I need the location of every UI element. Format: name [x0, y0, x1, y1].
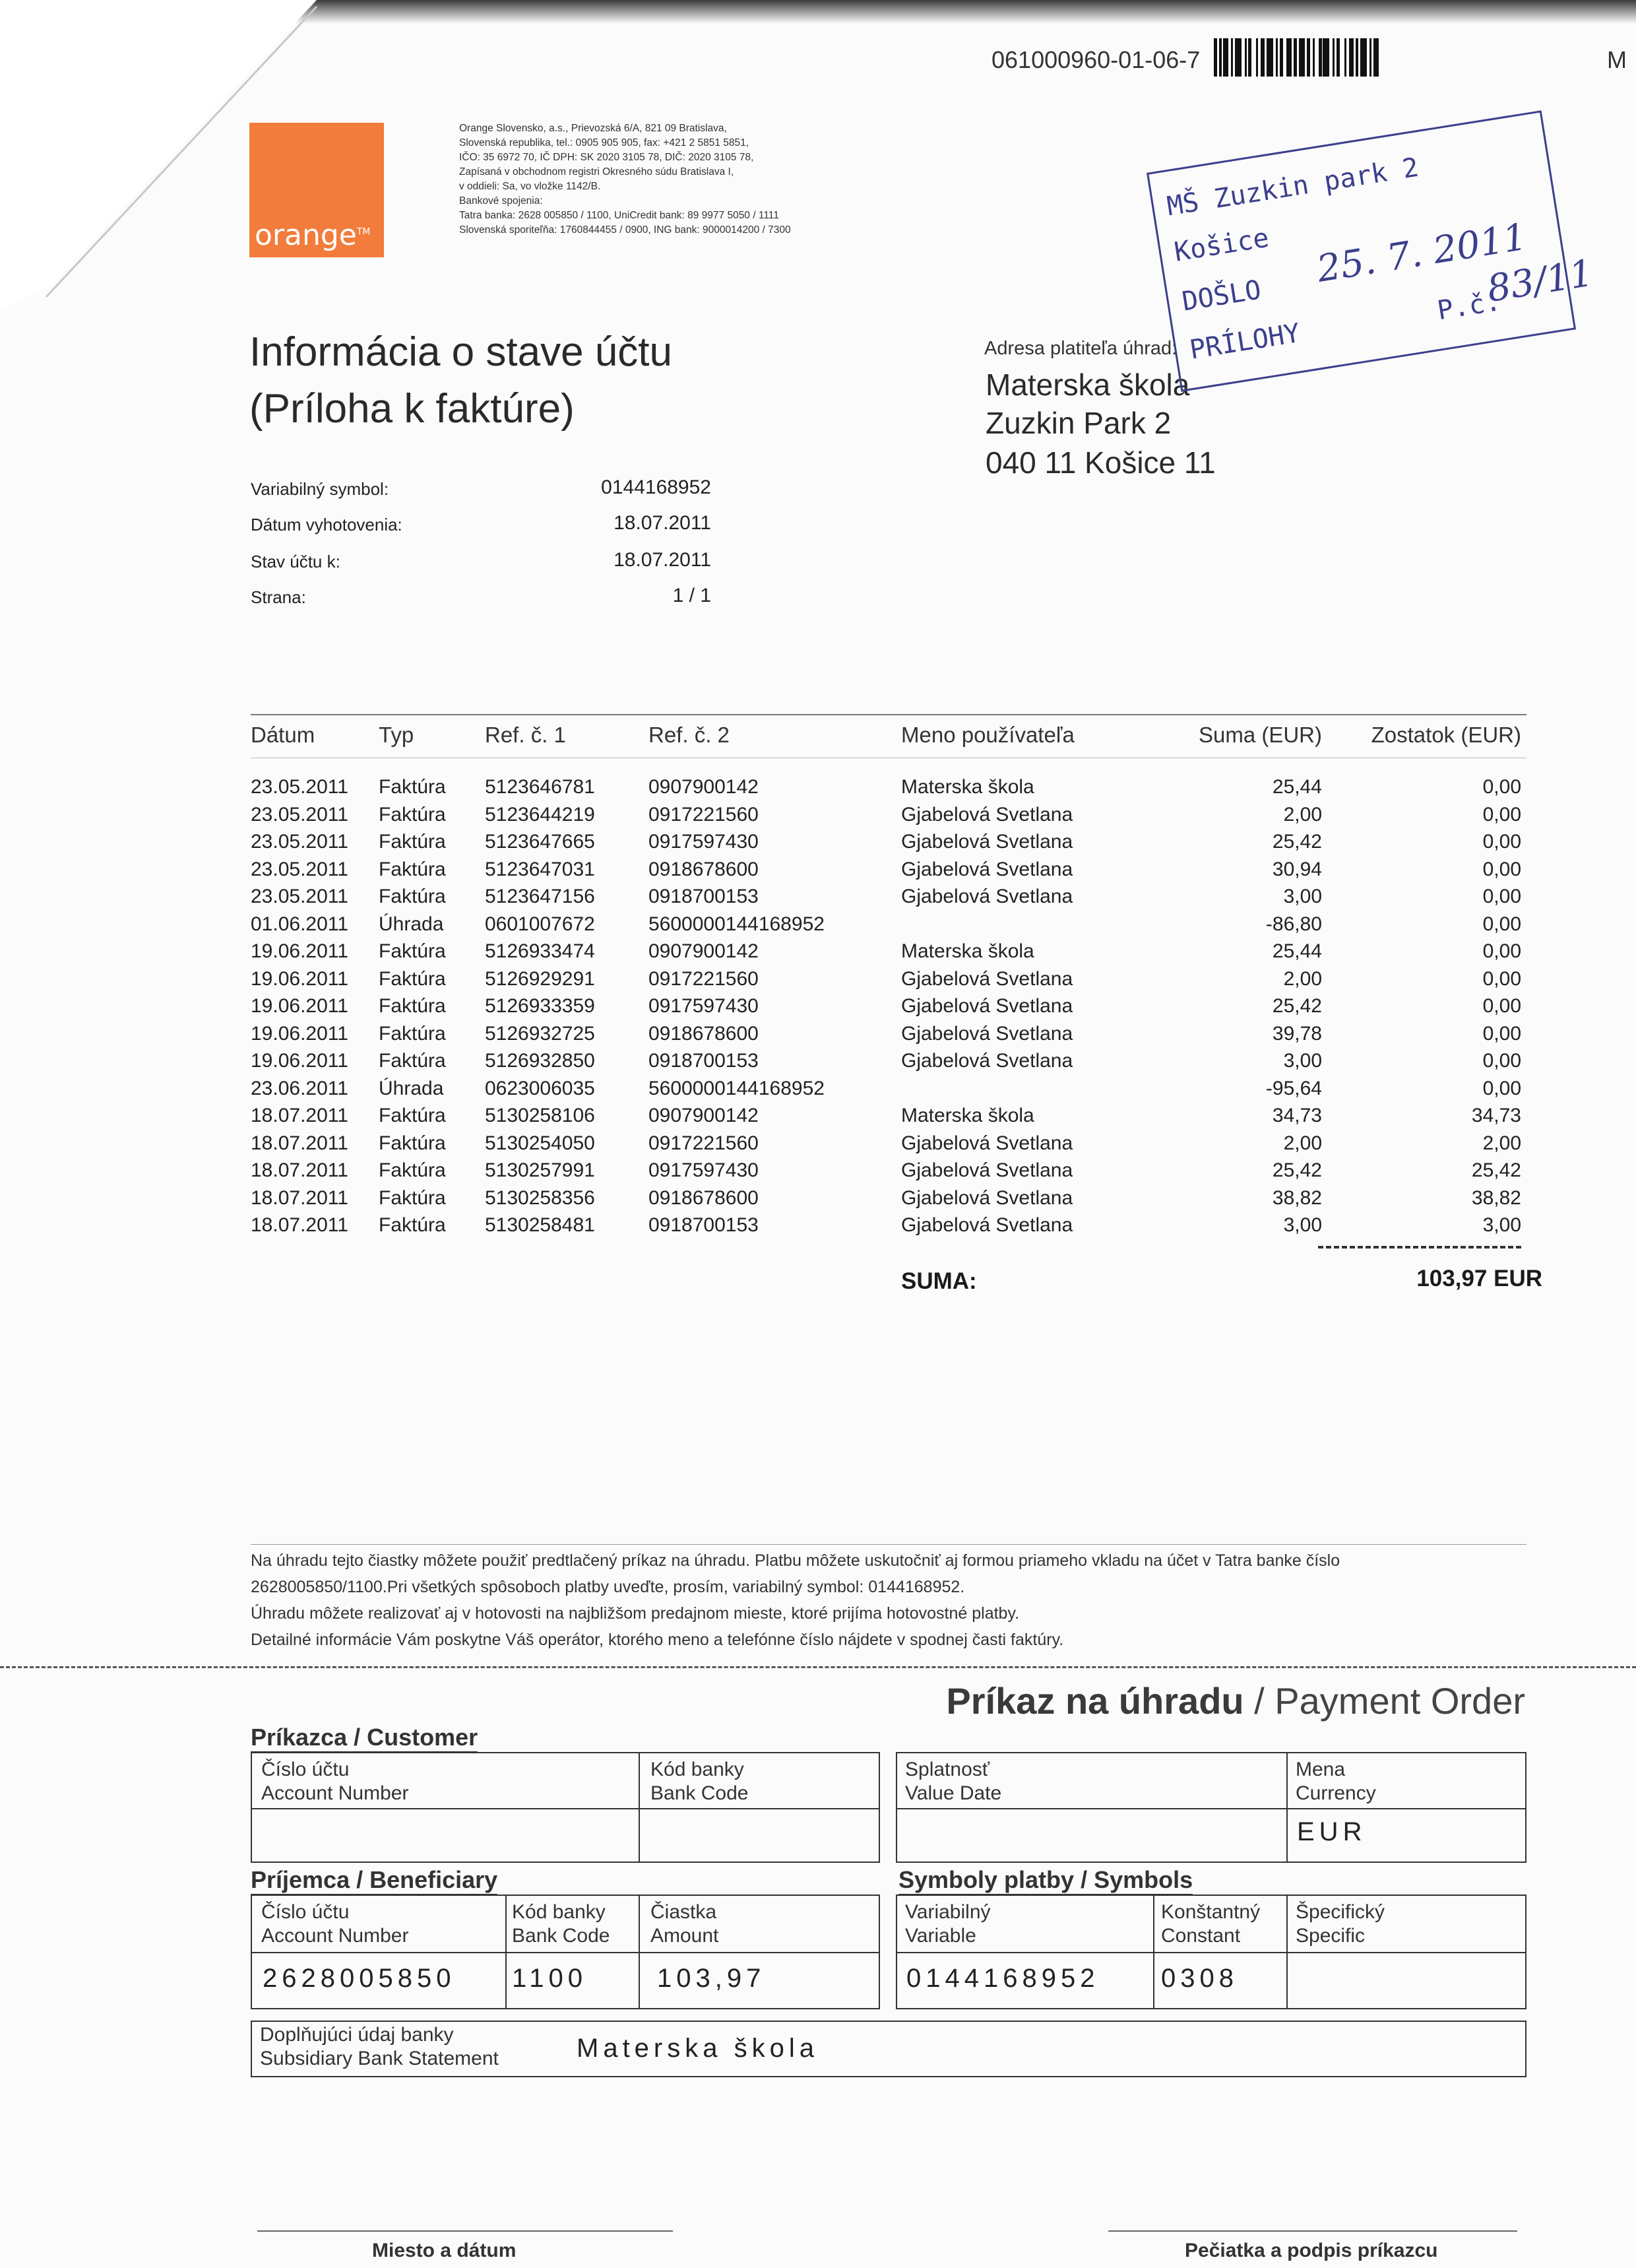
beneficiary-section-title: Príjemca / Beneficiary	[251, 1866, 497, 1896]
meta-value: 18.07.2011	[614, 549, 711, 571]
stamp-pc: P.č.	[1435, 286, 1503, 327]
cell-balance: 0,00	[1482, 967, 1521, 990]
cell-amount: 3,00	[1283, 1214, 1322, 1236]
cell-date: 18.07.2011	[251, 1186, 348, 1209]
cell-amount: 2,00	[1283, 803, 1322, 826]
field-label: Špecifický	[1296, 1901, 1385, 1923]
cell-user: Gjabelová Svetlana	[901, 831, 1073, 853]
field-label: Variabilný	[905, 1901, 991, 1923]
cell-type: Faktúra	[379, 858, 446, 880]
barcode-bar	[1340, 38, 1344, 77]
cell-balance: 38,82	[1471, 1186, 1521, 1209]
table-row	[0, 859, 1636, 886]
barcode-bar	[1251, 38, 1256, 77]
cell-amount: 25,42	[1272, 995, 1322, 1017]
cell-amount: 34,73	[1272, 1105, 1322, 1126]
beneficiary-col-divider	[505, 1895, 507, 2009]
stamp-line: DOŠLO	[1180, 275, 1263, 317]
cell-ref2: 5600000144168952	[648, 1077, 825, 1099]
barcode-bar	[1379, 38, 1383, 77]
field-label: Specific	[1296, 1925, 1366, 1947]
cell-date: 19.06.2011	[251, 1050, 348, 1072]
company-line: Slovenská republika, tel.: 0905 905 905, fax: +421 2 5851 5851,	[459, 137, 749, 148]
field-label: Bank Code	[650, 1782, 749, 1804]
cell-user: Gjabelová Svetlana	[901, 803, 1073, 826]
cell-ref2: 0917597430	[648, 995, 759, 1017]
table-row	[0, 1132, 1636, 1159]
cell-balance: 0,00	[1482, 803, 1521, 826]
field-label: Doplňujúci údaj banky	[260, 2024, 454, 2046]
address-label: Adresa platiteľa úhrad:	[984, 338, 1178, 359]
cell-date: 18.07.2011	[251, 1105, 348, 1126]
company-line: v oddieli: Sa, vo vložke 1142/B.	[459, 181, 601, 192]
cell-ref2: 0907900142	[648, 1105, 759, 1126]
cell-date: 23.06.2011	[251, 1077, 348, 1099]
cell-ref1: 5130257991	[485, 1159, 595, 1181]
barcode-bar	[1373, 38, 1379, 77]
beneficiary-account-value: 2628005850	[263, 1964, 456, 1993]
stamp-line: PRÍLOHY	[1187, 317, 1302, 366]
barcode-bar	[1323, 38, 1329, 77]
cell-balance: 0,00	[1482, 995, 1521, 1017]
cell-balance: 0,00	[1482, 1022, 1521, 1045]
cell-ref1: 5123647665	[485, 831, 595, 853]
barcode-bar	[1267, 38, 1273, 77]
cell-balance: 0,00	[1482, 831, 1521, 853]
cell-user: Gjabelová Svetlana	[901, 967, 1073, 990]
constant-symbol-value: 0308	[1161, 1964, 1238, 1993]
logo-text	[255, 218, 371, 252]
field-label: Konštantný	[1161, 1901, 1261, 1923]
cell-type: Faktúra	[379, 776, 446, 798]
cell-user: Materska škola	[901, 776, 1034, 798]
customer-bank-code-input[interactable]	[640, 1809, 879, 1861]
cell-type: Faktúra	[379, 1022, 446, 1045]
address-line: Zuzkin Park 2	[986, 406, 1172, 440]
field-label: Číslo účtu	[261, 1901, 350, 1923]
cell-ref1: 0623006035	[485, 1077, 595, 1099]
cell-date: 19.06.2011	[251, 940, 348, 962]
cell-type: Faktúra	[379, 967, 446, 990]
table-row	[0, 1214, 1636, 1241]
field-label: Account Number	[261, 1782, 409, 1804]
field-label: Bank Code	[512, 1925, 610, 1947]
table-row	[0, 1023, 1636, 1050]
sum-label: SUMA:	[901, 1268, 977, 1294]
table-row	[0, 913, 1636, 940]
table-row	[0, 1105, 1636, 1132]
field-label: Currency	[1296, 1782, 1376, 1804]
beneficiary-col-divider	[639, 1895, 640, 2009]
table-row	[0, 940, 1636, 967]
cell-date: 18.07.2011	[251, 1159, 348, 1181]
table-row	[0, 1159, 1636, 1186]
cell-balance: 34,73	[1471, 1105, 1521, 1126]
table-row	[0, 1078, 1636, 1105]
handwritten-number: 83/11	[1484, 251, 1596, 311]
meta-value: 0144168952	[601, 476, 711, 498]
note-rule	[251, 1544, 1526, 1545]
field-label: Mena	[1296, 1759, 1346, 1780]
cell-ref1: 5130254050	[485, 1132, 595, 1154]
cell-type: Faktúra	[379, 940, 446, 962]
cell-ref1: 5126933359	[485, 995, 595, 1017]
cell-ref1: 5123644219	[485, 803, 595, 826]
company-line: Tatra banka: 2628 005850 / 1100, UniCredit bank: 89 9977 5050 / 1111	[459, 210, 779, 221]
barcode-image	[1214, 38, 1570, 77]
cell-balance: 0,00	[1482, 940, 1521, 962]
note-line: Na úhradu tejto čiastky môžete použiť predtlačený príkaz na úhradu. Platbu môžete uskutočniť aj formou priameho vkladu na účet v Tatra banke číslo	[251, 1551, 1340, 1570]
cell-amount: 3,00	[1283, 886, 1322, 907]
value-date-input[interactable]	[897, 1809, 1285, 1861]
cell-date: 23.05.2011	[251, 831, 348, 853]
meta-label: Stav účtu k:	[251, 552, 340, 571]
column-header-date: Dátum	[251, 723, 315, 747]
field-label: Číslo účtu	[261, 1759, 350, 1780]
address-line: Materska škola	[986, 368, 1190, 402]
cell-amount: 2,00	[1283, 1132, 1322, 1154]
meta-value: 1 / 1	[672, 585, 711, 606]
cell-user: Gjabelová Svetlana	[901, 1050, 1073, 1072]
address-line: 040 11 Košice 11	[986, 445, 1216, 480]
cell-ref2: 0918700153	[648, 1214, 759, 1236]
cell-ref2: 0918678600	[648, 1186, 759, 1209]
cell-amount: 2,00	[1283, 967, 1322, 990]
cell-type: Faktúra	[379, 1214, 446, 1236]
cell-ref1: 5123647031	[485, 858, 595, 880]
stamp-line: MŠ Zuzkin park 2	[1164, 152, 1421, 222]
field-label: Variable	[905, 1925, 976, 1947]
cell-amount: 25,44	[1272, 776, 1322, 798]
cell-date: 23.05.2011	[251, 803, 348, 826]
barcode-bar	[1235, 38, 1242, 77]
cell-ref2: 0918700153	[648, 1050, 759, 1072]
table-row	[0, 1187, 1636, 1214]
field-label: Splatnosť	[905, 1759, 990, 1780]
cell-date: 01.06.2011	[251, 913, 348, 935]
cell-amount: 30,94	[1272, 858, 1322, 880]
cell-balance: 25,42	[1471, 1159, 1521, 1181]
cell-ref2: 0907900142	[648, 776, 759, 798]
cell-ref2: 0918700153	[648, 886, 759, 907]
cell-ref2: 0918678600	[648, 1022, 759, 1045]
column-header-ref1: Ref. č. 1	[485, 723, 566, 747]
cell-date: 23.05.2011	[251, 858, 348, 880]
cell-user: Gjabelová Svetlana	[901, 1022, 1073, 1045]
cell-ref1: 5130258106	[485, 1105, 595, 1126]
barcode-bar	[1299, 38, 1306, 77]
cell-balance: 0,00	[1482, 886, 1521, 907]
document-id: 061000960-01-06-7	[991, 46, 1201, 73]
field-label: Account Number	[261, 1925, 409, 1947]
field-label: Kód banky	[650, 1759, 744, 1780]
table-row	[0, 1050, 1636, 1077]
note-line: 2628005850/1100.Pri všetkých spôsoboch platby uveďte, prosím, variabilný symbol: 0144168952.	[251, 1578, 965, 1596]
place-date-label: Miesto a dátum	[372, 2240, 517, 2261]
note-line: Detailné informácie Vám poskytne Váš operátor, ktorého meno a telefónne číslo nájdete v spodnej časti faktúry.	[251, 1631, 1064, 1649]
note-line: Úhradu môžete realizovať aj v hotovosti na najbližšom predajnom mieste, ktoré prijíma hotovostné platby.	[251, 1604, 1020, 1623]
customer-section-title: Príkazca / Customer	[251, 1724, 478, 1753]
cell-balance: 0,00	[1482, 1077, 1521, 1099]
cell-type: Faktúra	[379, 1132, 446, 1154]
cell-amount: -95,64	[1265, 1077, 1322, 1099]
field-label: Amount	[650, 1925, 719, 1947]
cell-ref1: 5123647156	[485, 886, 595, 907]
cell-ref2: 0907900142	[648, 940, 759, 962]
cell-ref1: 5126932725	[485, 1022, 595, 1045]
symbols-col-divider	[1153, 1895, 1154, 2009]
meta-label: Dátum vyhotovenia:	[251, 515, 402, 535]
signature-line	[1108, 2230, 1517, 2232]
cell-amount: 39,78	[1272, 1022, 1322, 1045]
variable-symbol-value: 0144168952	[906, 1964, 1100, 1993]
cell-ref1: 5130258356	[485, 1186, 595, 1209]
cell-date: 19.06.2011	[251, 1022, 348, 1045]
column-header-ref2: Ref. č. 2	[648, 723, 730, 747]
meta-label: Strana:	[251, 587, 306, 607]
cell-balance: 2,00	[1482, 1132, 1521, 1154]
cell-balance: 0,00	[1482, 776, 1521, 798]
sum-separator	[1318, 1246, 1521, 1248]
cell-ref1: 5126929291	[485, 967, 595, 990]
cell-user: Gjabelová Svetlana	[901, 1132, 1073, 1154]
cell-type: Faktúra	[379, 1159, 446, 1181]
sum-value: 103,97 EUR	[1416, 1266, 1542, 1291]
cell-balance: 0,00	[1482, 858, 1521, 880]
company-info	[459, 121, 888, 238]
cell-type: Úhrada	[379, 1077, 444, 1099]
customer-account-input[interactable]	[252, 1809, 637, 1861]
page-subtitle: (Príloha k faktúre)	[249, 386, 575, 432]
logo-wordmark: orange	[255, 218, 357, 252]
company-line: Slovenská sporiteľňa: 1760844455 / 0900, ING bank: 9000014200 / 7300	[459, 224, 791, 236]
cell-balance: 0,00	[1482, 913, 1521, 935]
field-label: Čiastka	[650, 1901, 717, 1923]
currency-value: EUR	[1297, 1817, 1367, 1846]
cell-type: Faktúra	[379, 1105, 446, 1126]
cell-type: Faktúra	[379, 1186, 446, 1209]
cell-ref1: 0601007672	[485, 913, 595, 935]
cell-type: Faktúra	[379, 1050, 446, 1072]
cell-amount: -86,80	[1265, 913, 1322, 935]
cell-amount: 25,44	[1272, 940, 1322, 962]
cell-balance: 3,00	[1482, 1214, 1521, 1236]
cell-amount: 25,42	[1272, 831, 1322, 853]
company-line: Bankové spojenia:	[459, 195, 543, 207]
cell-type: Faktúra	[379, 886, 446, 907]
cell-type: Faktúra	[379, 831, 446, 853]
beneficiary-bank-code-value: 1100	[512, 1964, 588, 1993]
cell-amount: 3,00	[1283, 1050, 1322, 1072]
orange-logo	[249, 123, 384, 257]
cell-user: Gjabelová Svetlana	[901, 1186, 1073, 1209]
table-top-rule	[251, 714, 1526, 715]
payment-note	[251, 1547, 1524, 1653]
cell-ref1: 5130258481	[485, 1214, 595, 1236]
column-header-balance: Zostatok (EUR)	[1371, 723, 1521, 747]
column-header-user: Meno používateľa	[901, 723, 1075, 747]
cell-user: Gjabelová Svetlana	[901, 886, 1073, 907]
cell-ref2: 0918678600	[648, 858, 759, 880]
cell-date: 19.06.2011	[251, 995, 348, 1017]
perforation-line	[0, 1666, 1636, 1668]
payment-order-title	[946, 1679, 1525, 1722]
barcode-bar	[1286, 38, 1292, 77]
column-header-amount: Suma (EUR)	[1198, 723, 1322, 747]
table-row	[0, 886, 1636, 913]
cell-ref2: 0917221560	[648, 803, 759, 826]
cell-ref2: 0917597430	[648, 1159, 759, 1181]
cell-date: 18.07.2011	[251, 1214, 348, 1236]
field-label: Constant	[1161, 1925, 1241, 1947]
cell-date: 23.05.2011	[251, 886, 348, 907]
handwritten-date: 25. 7. 2011	[1314, 215, 1530, 291]
table-row	[0, 831, 1636, 858]
cell-ref2: 0917221560	[648, 967, 759, 990]
stamp-line: Košice	[1172, 222, 1271, 268]
corner-letter: M	[1607, 46, 1627, 73]
table-row	[0, 776, 1636, 803]
cell-amount: 38,82	[1272, 1186, 1322, 1209]
company-line: IČO: 35 6972 70, IČ DPH: SK 2020 3105 78, DIČ: 2020 3105 78,	[459, 152, 754, 163]
cell-user: Gjabelová Svetlana	[901, 995, 1073, 1017]
cell-date: 18.07.2011	[251, 1132, 348, 1154]
cell-type: Faktúra	[379, 995, 446, 1017]
signature-label: Pečiatka a podpis príkazcu	[1185, 2240, 1438, 2261]
cell-amount: 25,42	[1272, 1159, 1322, 1181]
cell-ref1: 5123646781	[485, 776, 595, 798]
cell-user: Materska škola	[901, 940, 1034, 962]
cell-ref2: 5600000144168952	[648, 913, 825, 935]
cell-ref2: 0917221560	[648, 1132, 759, 1154]
cell-user: Materska škola	[901, 1105, 1034, 1126]
beneficiary-divider	[251, 1952, 880, 1953]
table-row	[0, 804, 1636, 831]
barcode-bar	[1360, 38, 1367, 77]
subsidiary-value: Materska škola	[577, 2034, 819, 2063]
specific-symbol-input[interactable]	[1288, 1953, 1525, 2008]
cell-ref1: 5126932850	[485, 1050, 595, 1072]
cell-balance: 0,00	[1482, 1050, 1521, 1072]
place-date-line	[257, 2230, 673, 2232]
meta-label: Variabilný symbol:	[251, 479, 389, 499]
field-label: Value Date	[905, 1782, 1002, 1804]
field-label: Subsidiary Bank Statement	[260, 2048, 499, 2069]
cell-date: 19.06.2011	[251, 967, 348, 990]
table-row	[0, 968, 1636, 995]
company-line: Orange Slovensko, a.s., Prievozská 6/A, 821 09 Bratislava,	[459, 123, 727, 134]
page-title: Informácia o stave účtu	[249, 329, 672, 375]
field-label: Kód banky	[512, 1901, 606, 1923]
cell-user: Gjabelová Svetlana	[901, 1159, 1073, 1181]
cell-ref1: 5126933474	[485, 940, 595, 962]
cell-type: Faktúra	[379, 803, 446, 826]
amount-value: 103,97	[657, 1964, 766, 1993]
company-line: Zapísaná v obchodnom registri Okresného súdu Bratislava I,	[459, 166, 734, 178]
logo-tm: TM	[356, 226, 371, 238]
value-date-col-divider	[1286, 1752, 1288, 1863]
cell-user: Gjabelová Svetlana	[901, 858, 1073, 880]
cell-date: 23.05.2011	[251, 776, 348, 798]
column-header-type: Typ	[379, 723, 414, 747]
cell-type: Úhrada	[379, 913, 444, 935]
cell-user: Gjabelová Svetlana	[901, 1214, 1073, 1236]
barcode-bar	[1223, 38, 1228, 77]
table-row	[0, 995, 1636, 1022]
symbols-section-title: Symboly platby / Symbols	[898, 1866, 1193, 1896]
payment-order-title-bold: Príkaz na úhradu	[946, 1680, 1244, 1722]
payment-order-title-en: / Payment Order	[1243, 1680, 1525, 1722]
meta-value: 18.07.2011	[614, 512, 711, 534]
cell-ref2: 0917597430	[648, 831, 759, 853]
